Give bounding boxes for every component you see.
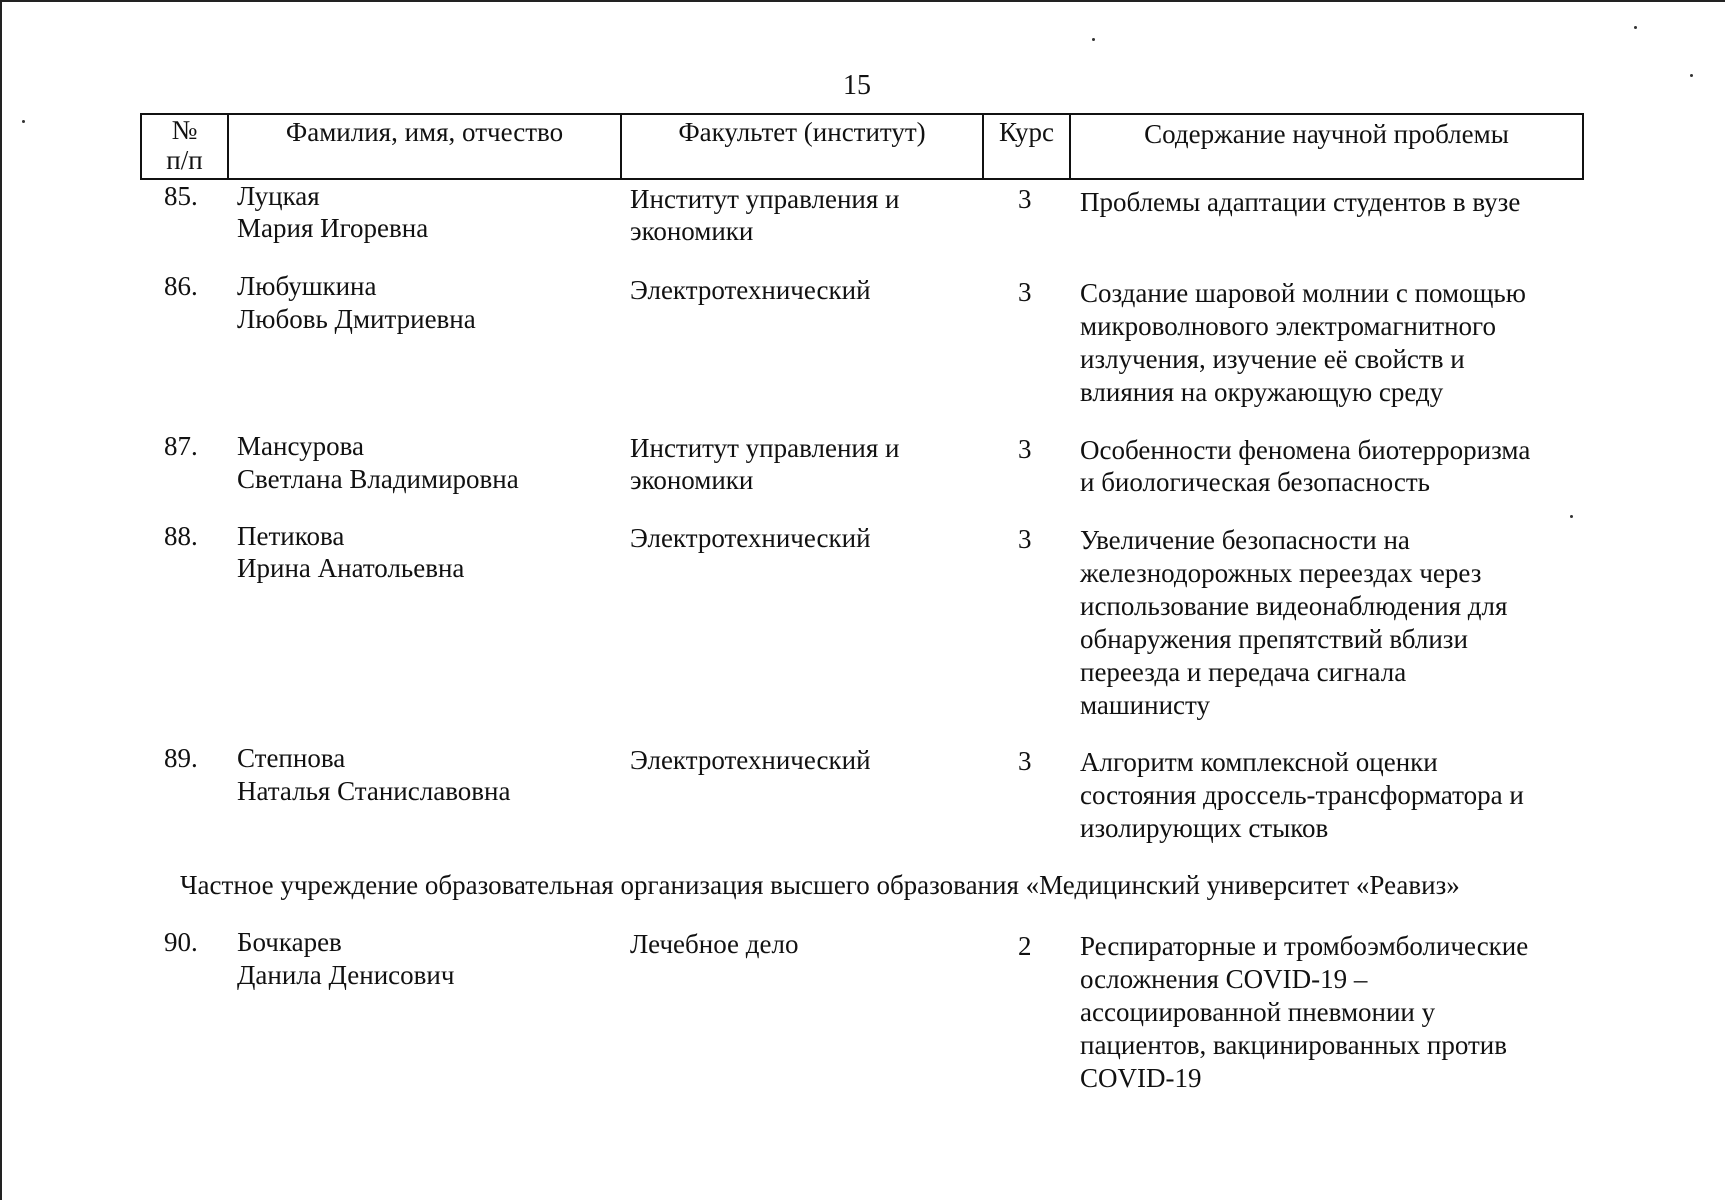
scan-speck	[1092, 38, 1095, 41]
topic-line: железнодорожных переездах через	[1080, 558, 1482, 588]
header-num-line1: №	[171, 115, 198, 145]
topic-line: Проблемы адаптации студентов в вузе	[1080, 187, 1521, 217]
topic-line: изолирующих стыков	[1080, 813, 1329, 843]
row-number: 88.	[164, 521, 198, 551]
row-number: 87.	[164, 431, 198, 461]
row-number: 89.	[164, 743, 198, 773]
topic-line: использование видеонаблюдения для	[1080, 591, 1508, 621]
row-number: 90.	[164, 927, 198, 957]
topic-line: Респираторные и тромбоэмболические	[1080, 931, 1529, 961]
topic-line: COVID-19	[1080, 1063, 1202, 1093]
course-value: 3	[1018, 184, 1032, 214]
topic-line: переезда и передача сигнала	[1080, 657, 1407, 687]
topic-line: влияния на окружающую среду	[1080, 377, 1444, 407]
topic-line: излучения, изучение её свойств и	[1080, 344, 1465, 374]
course-value: 2	[1018, 931, 1032, 961]
student-surname: Любушкина	[237, 271, 377, 301]
faculty-line: Электротехнический	[630, 523, 871, 553]
scan-speck	[1570, 515, 1573, 518]
student-given-names: Светлана Владимировна	[237, 464, 519, 494]
header-course: Курс	[984, 115, 1071, 178]
student-surname: Луцкая	[237, 181, 320, 211]
row-number: 85.	[164, 181, 198, 211]
faculty-line: экономики	[630, 216, 754, 246]
faculty-line: Институт управления и	[630, 433, 900, 463]
course-value: 3	[1018, 524, 1032, 554]
faculty-line: Институт управления и	[630, 184, 900, 214]
topic-line: осложнения COVID-19 –	[1080, 964, 1368, 994]
topic-line: ассоциированной пневмонии у	[1080, 997, 1436, 1027]
faculty-line: Электротехнический	[630, 745, 871, 775]
student-surname: Степнова	[237, 743, 346, 773]
table-header	[140, 113, 1584, 180]
header-topic: Содержание научной проблемы	[1144, 119, 1509, 149]
course-value: 3	[1018, 746, 1032, 776]
header-num	[142, 115, 229, 178]
student-surname: Бочкарев	[237, 927, 342, 957]
topic-line: микроволнового электромагнитного	[1080, 311, 1496, 341]
section-title: Частное учреждение образовательная организация высшего образования «Медицинский университет «Реавиз»	[180, 870, 1460, 900]
scan-speck	[22, 120, 25, 123]
page-number: 15	[843, 70, 871, 101]
student-surname: Мансурова	[237, 431, 364, 461]
topic-line: состояния дроссель-трансформатора и	[1080, 780, 1524, 810]
student-given-names: Наталья Станиславовна	[237, 776, 511, 806]
topic-line: машинисту	[1080, 690, 1210, 720]
faculty-line: Лечебное дело	[630, 929, 799, 959]
student-given-names: Любовь Дмитриевна	[237, 304, 476, 334]
topic-line: Создание шаровой молнии с помощью	[1080, 278, 1526, 308]
page-edge-top	[0, 0, 1725, 2]
header-name: Фамилия, имя, отчество	[229, 115, 622, 178]
row-number: 86.	[164, 271, 198, 301]
student-given-names: Мария Игоревна	[237, 213, 429, 243]
scan-speck	[1690, 74, 1693, 77]
topic-line: обнаружения препятствий вблизи	[1080, 624, 1468, 654]
student-given-names: Ирина Анатольевна	[237, 553, 465, 583]
topic-line: и биологическая безопасность	[1080, 467, 1430, 497]
topic-line: пациентов, вакцинированных против	[1080, 1030, 1508, 1060]
student-given-names: Данила Денисович	[237, 960, 455, 990]
topic-line: Особенности феномена биотерроризма	[1080, 435, 1531, 465]
topic-line: Алгоритм комплексной оценки	[1080, 747, 1438, 777]
course-value: 3	[1018, 434, 1032, 464]
student-surname: Петикова	[237, 521, 345, 551]
page-edge-left	[0, 0, 2, 1200]
course-value: 3	[1018, 277, 1032, 307]
faculty-line: Электротехнический	[630, 275, 871, 305]
header-num-line2: п/п	[166, 145, 203, 175]
faculty-line: экономики	[630, 465, 754, 495]
header-faculty: Факультет (институт)	[622, 115, 984, 178]
scan-speck	[1634, 26, 1637, 29]
topic-line: Увеличение безопасности на	[1080, 525, 1410, 555]
